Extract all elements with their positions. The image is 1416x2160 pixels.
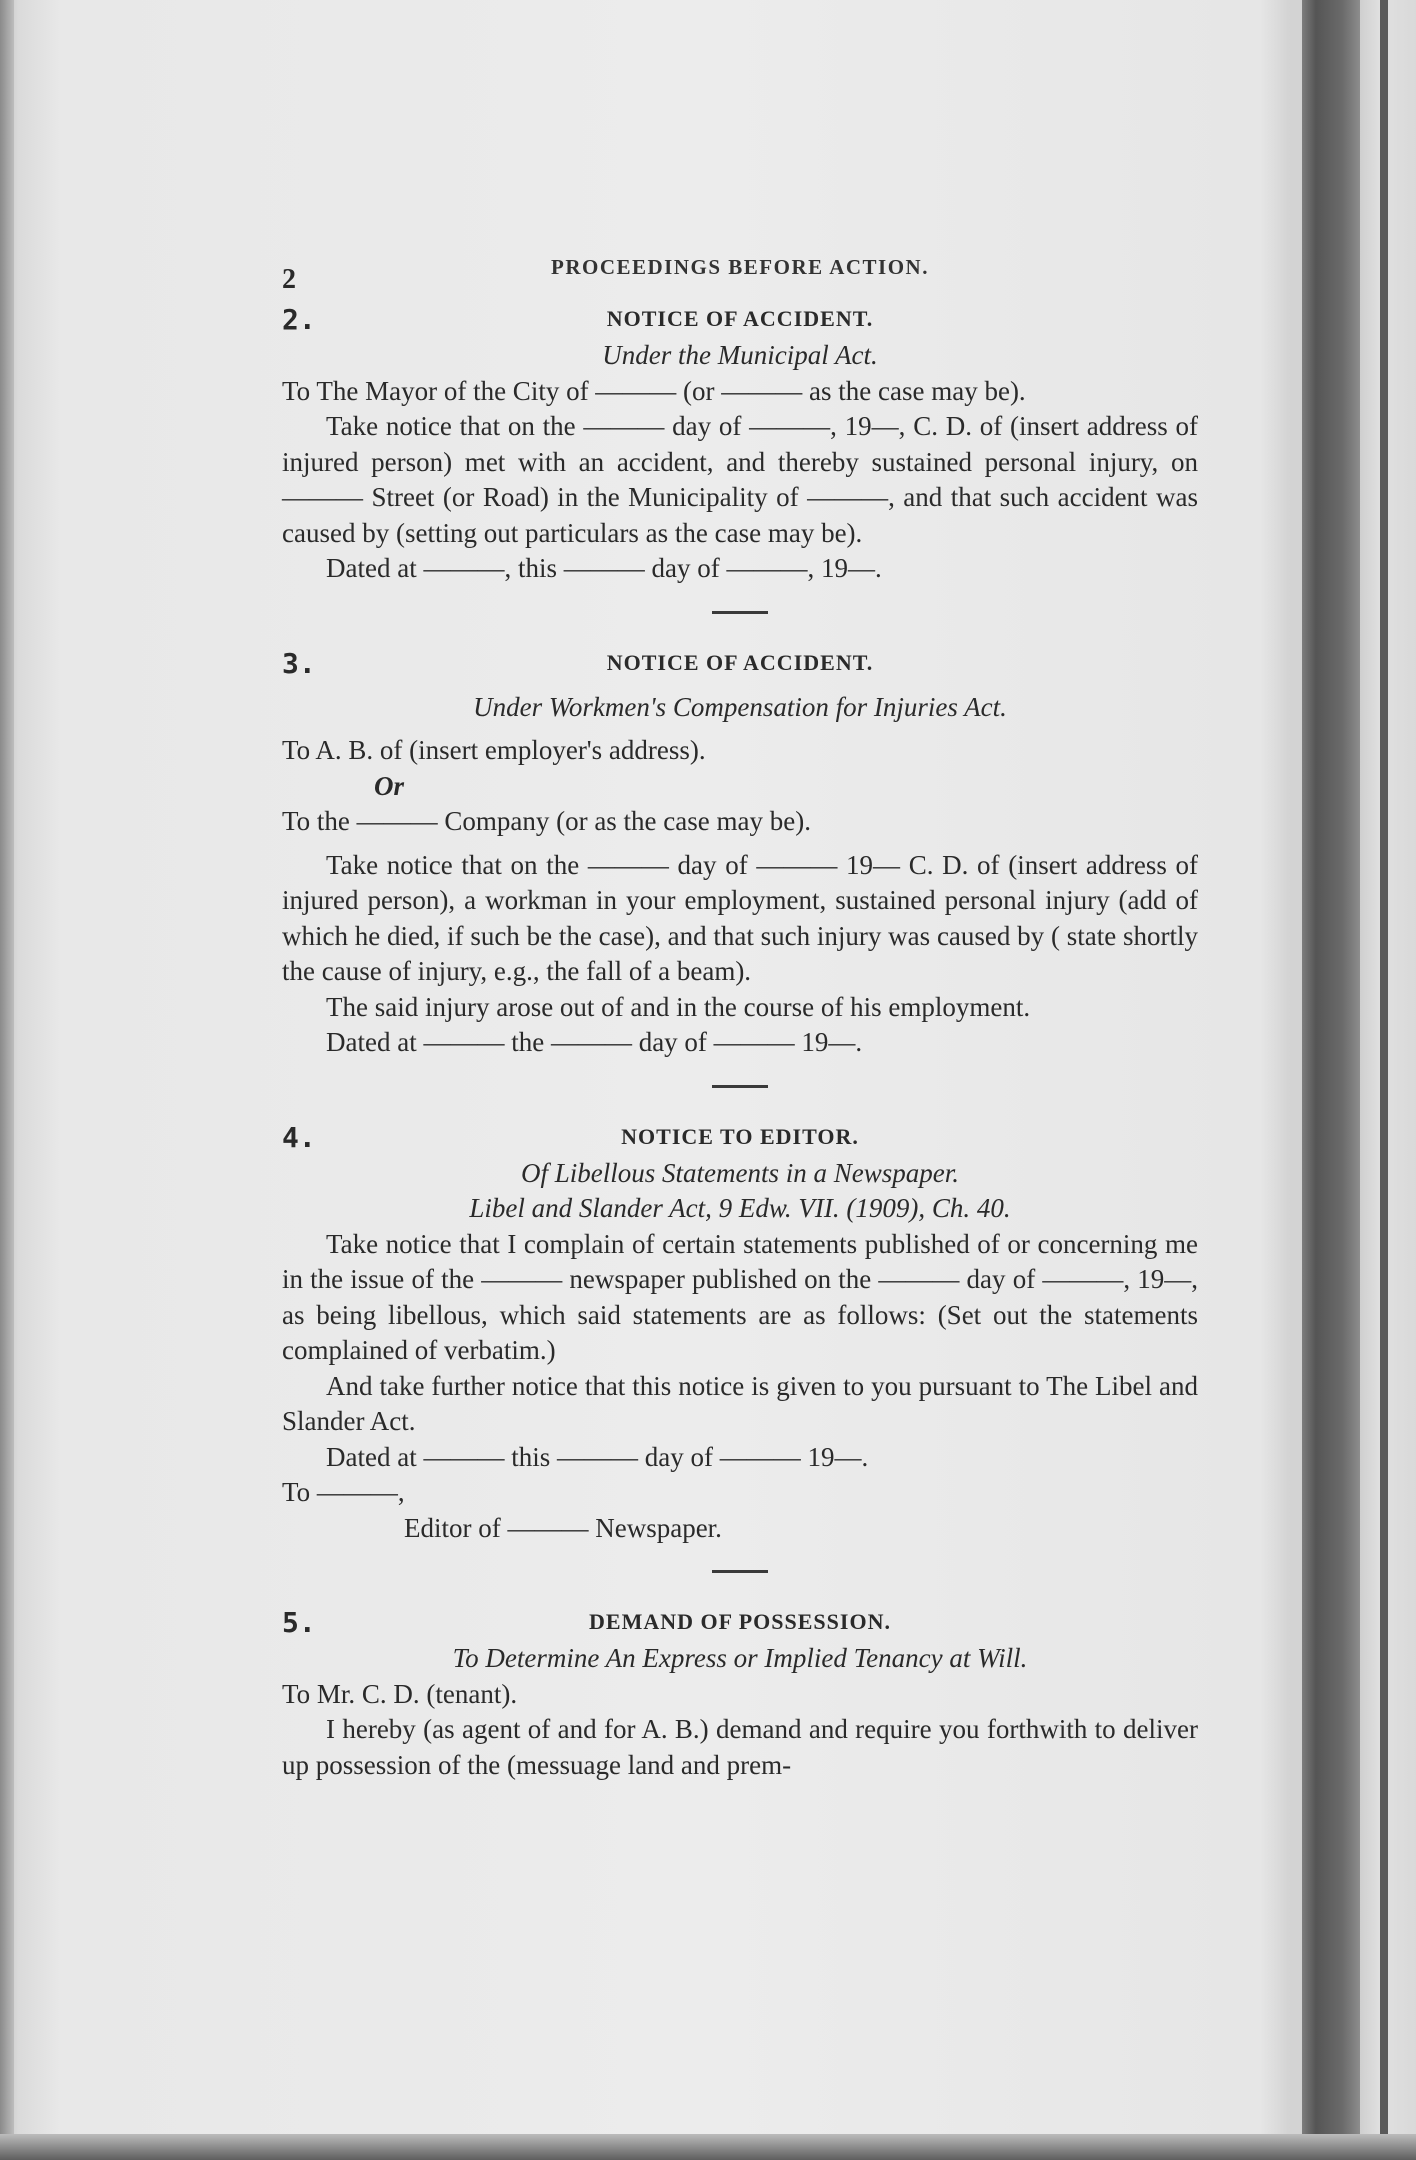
dated-line: Dated at ———, this ——— day of ———, 19—. [326, 553, 882, 583]
page-number: 2 [282, 264, 296, 295]
notice-body: I hereby (as agent of and for A. B.) demand and require you forthwith to deliver up possession of the (messuage land and prem- [282, 1714, 1198, 1780]
section-subtitle: Of Libellous Statements in a Newspaper. [521, 1157, 959, 1188]
addressee-line: To A. B. of (insert employer's address). [282, 735, 706, 765]
section-subtitle: Under the Municipal Act. [602, 340, 878, 370]
section-5 [282, 1597, 1198, 1783]
section-title: NOTICE OF ACCIDENT. [606, 306, 874, 331]
section-subtitle: To Determine An Express or Implied Tenancy at Will. [452, 1643, 1028, 1673]
section-title: DEMAND OF POSSESSION. [589, 1609, 891, 1634]
addressee-line-alt: To the ——— Company (or as the case may be). [282, 806, 811, 836]
running-head-title: PROCEEDINGS BEFORE ACTION. [551, 255, 929, 279]
section-subtitle: Under Workmen's Compensation for Injuries Act. [473, 691, 1007, 722]
section-number: 2. [282, 303, 316, 336]
section-4 [282, 1112, 1198, 1547]
section-number: 4. [282, 1120, 316, 1154]
section-3 [282, 638, 1198, 1061]
notice-body: Take notice that I complain of certain statements published of or concerning me in the issue of the ——— newspaper published on the ——— day of ———, 19—, as being libellous, which said statements are as follows: (Set out the statements complained of verbatim.) [282, 1228, 1198, 1365]
addressee-line: To Mr. C. D. (tenant). [282, 1678, 518, 1709]
section-2 [282, 294, 1198, 587]
or-word: Or [374, 770, 405, 801]
notice-body: Take notice that on the ——— day of ———, 19—, C. D. of (insert address of injured person) met with an accident, and thereby sustained personal injury, on ——— Street (or Road) in the Municipality of ———, and that such accident was caused by (setting out particulars as the case may be). [282, 411, 1198, 548]
section-divider [712, 1570, 768, 1573]
section-number: 3. [282, 646, 316, 680]
scan-bottom-edge [0, 2134, 1416, 2160]
section-title: NOTICE OF ACCIDENT. [606, 649, 874, 675]
addressee-line: To The Mayor of the City of ——— (or ——— as the case may be). [282, 375, 1026, 406]
notice-body-continued: And take further notice that this notice is given to you pursuant to The Libel and Slander Act. [282, 1370, 1198, 1436]
adjacent-page-edge [1380, 0, 1388, 2160]
section-title: NOTICE TO EDITOR. [621, 1123, 859, 1149]
adjacent-page [1360, 0, 1416, 2160]
notice-body-continued: The said injury arose out of and in the course of his employment. [326, 991, 1031, 1022]
running-head [282, 250, 1198, 294]
page-content [282, 250, 1198, 1783]
editor-line: Editor of ——— Newspaper. [404, 1512, 722, 1543]
addressee-line: To ———, [282, 1477, 405, 1507]
dated-line: Dated at ——— the ——— day of ——— 19—. [326, 1027, 863, 1057]
notice-body: Take notice that on the ——— day of ——— 19— C. D. of (insert address of injured person), a workman in your employment, sustained personal injury (add of which he died, if such be the case), and that such injury was caused by ( state shortly the cause of injury, e.g., the fall of a beam). [282, 849, 1198, 986]
book-spine-shadow [1302, 0, 1360, 2160]
dated-line: Dated at ——— this ——— day of ——— 19—. [326, 1441, 869, 1472]
page-left-edge [0, 0, 14, 2160]
section-statute-reference: Libel and Slander Act, 9 Edw. VII. (1909), Ch. 40. [469, 1193, 1011, 1223]
section-divider [712, 1085, 768, 1088]
section-number: 5. [282, 1606, 316, 1639]
section-divider [712, 611, 768, 614]
